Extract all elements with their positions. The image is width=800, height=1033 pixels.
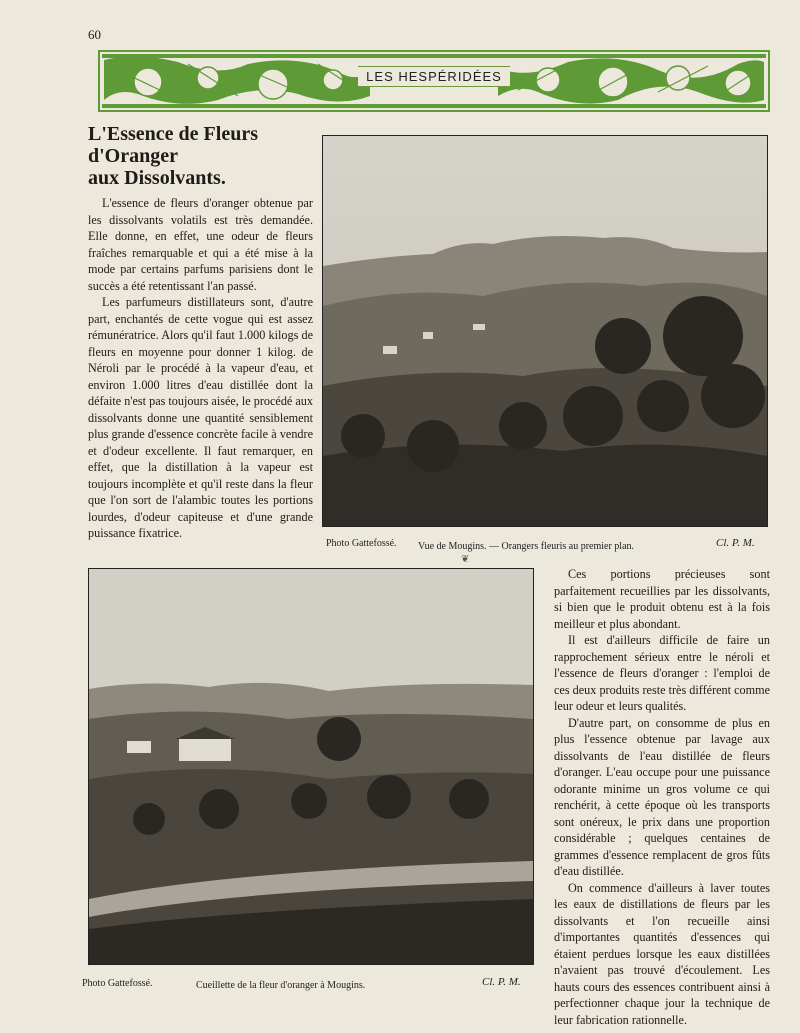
title-line-3: aux Dissolvants.	[88, 167, 226, 189]
photo-bottom-photographer: Photo Gattefossé.	[82, 978, 153, 989]
right-column	[554, 566, 770, 1028]
title-line-2: d'Oranger	[88, 145, 178, 167]
photo-top-caption: Vue de Mougins. — Orangers fleuris au premier plan.	[418, 541, 635, 552]
landscape-image	[323, 136, 767, 526]
landscape-image	[89, 569, 533, 964]
paragraph: L'essence de fleurs d'oranger obtenue par les dissolvants volatils est très demandée. Elle donne, en effet, une odeur de fleurs fraîches remarquable et qui a été mise à la mode par certains parfums parisiens dont le succès a été retentissant l'an passé.	[88, 196, 313, 293]
photo-orange-harvest	[88, 568, 534, 965]
paragraph: On commence d'ailleurs à laver toutes les eaux de distillations de fleurs par les dissolvants et l'on recueille ainsi d'importantes quantités d'essences qui étaient perdues lorsque les eaux distillées n'avaient pas trouvé d'écoulement. Les hauts cours des essences contribuent ainsi à perfectionner chaque jour la technique de leur fabrication rationnelle.	[554, 880, 770, 1027]
paragraph: Il est d'ailleurs difficile de faire un rapprochement sérieux entre le néroli et l'essence de fleurs d'oranger : l'emploi de ces deux produits reste très différent comme leur odeur et leurs qualités.	[554, 633, 770, 713]
page-number: 60	[88, 27, 101, 42]
header-banner	[98, 50, 770, 112]
photo-bottom-credit: Cl. P. M.	[482, 976, 521, 988]
small-ornament-icon: ❦	[461, 554, 470, 565]
article-title	[88, 123, 318, 189]
paragraph: Ces portions précieuses sont parfaitement recueillies par les dissolvants, si bien que le produit obtenu est à la fois meilleur et plus abondant.	[554, 567, 770, 631]
left-column	[88, 195, 313, 542]
paragraph: Les parfumeurs distillateurs sont, d'autre part, enchantés de cette vogue qui est assez rémunératrice. Alors qu'il faut 1.000 kilogs de fleurs en moyenne pour donner 1 kilog. de Néroli par le procédé à la vapeur d'eau, et environ 1.000 litres d'eau distillée dont la défaite n'est pas toujours aisée, le procédé aux dissolvants donne une quantité sensiblement plus grande d'essence concrète facile à vendre et d'odeur excellente. Il faut remarquer, en effet, que la distillation à la vapeur est toujours incomplète et qu'il reste dans la fleur que l'on sort de l'alambic toutes les portions lourdes, d'odeur capiteuse et d'une grande puissance fixatrice.	[88, 295, 313, 540]
section-title: LES HESPÉRIDÉES	[98, 69, 770, 84]
title-line-1: L'Essence de Fleurs	[88, 123, 258, 145]
photo-top-photographer: Photo Gattefossé.	[326, 538, 397, 549]
photo-top-credit: Cl. P. M.	[716, 537, 755, 549]
paragraph: D'autre part, on consomme de plus en plus l'essence obtenue par lavage aux dissolvants de l'eau distillée de fleurs d'oranger. L'eau occupe pour une puissance odorante minime un gros volume ce qui renchérit, à cette époque où les transports sont onéreux, le prix dans une proportion considérable ; quelques centaines de grammes d'essence remplacent de gros fûts d'eau distillée.	[554, 715, 770, 878]
photo-mougins-view	[322, 135, 768, 527]
photo-bottom-caption: Cueillette de la fleur d'oranger à Mougins.	[196, 980, 366, 991]
